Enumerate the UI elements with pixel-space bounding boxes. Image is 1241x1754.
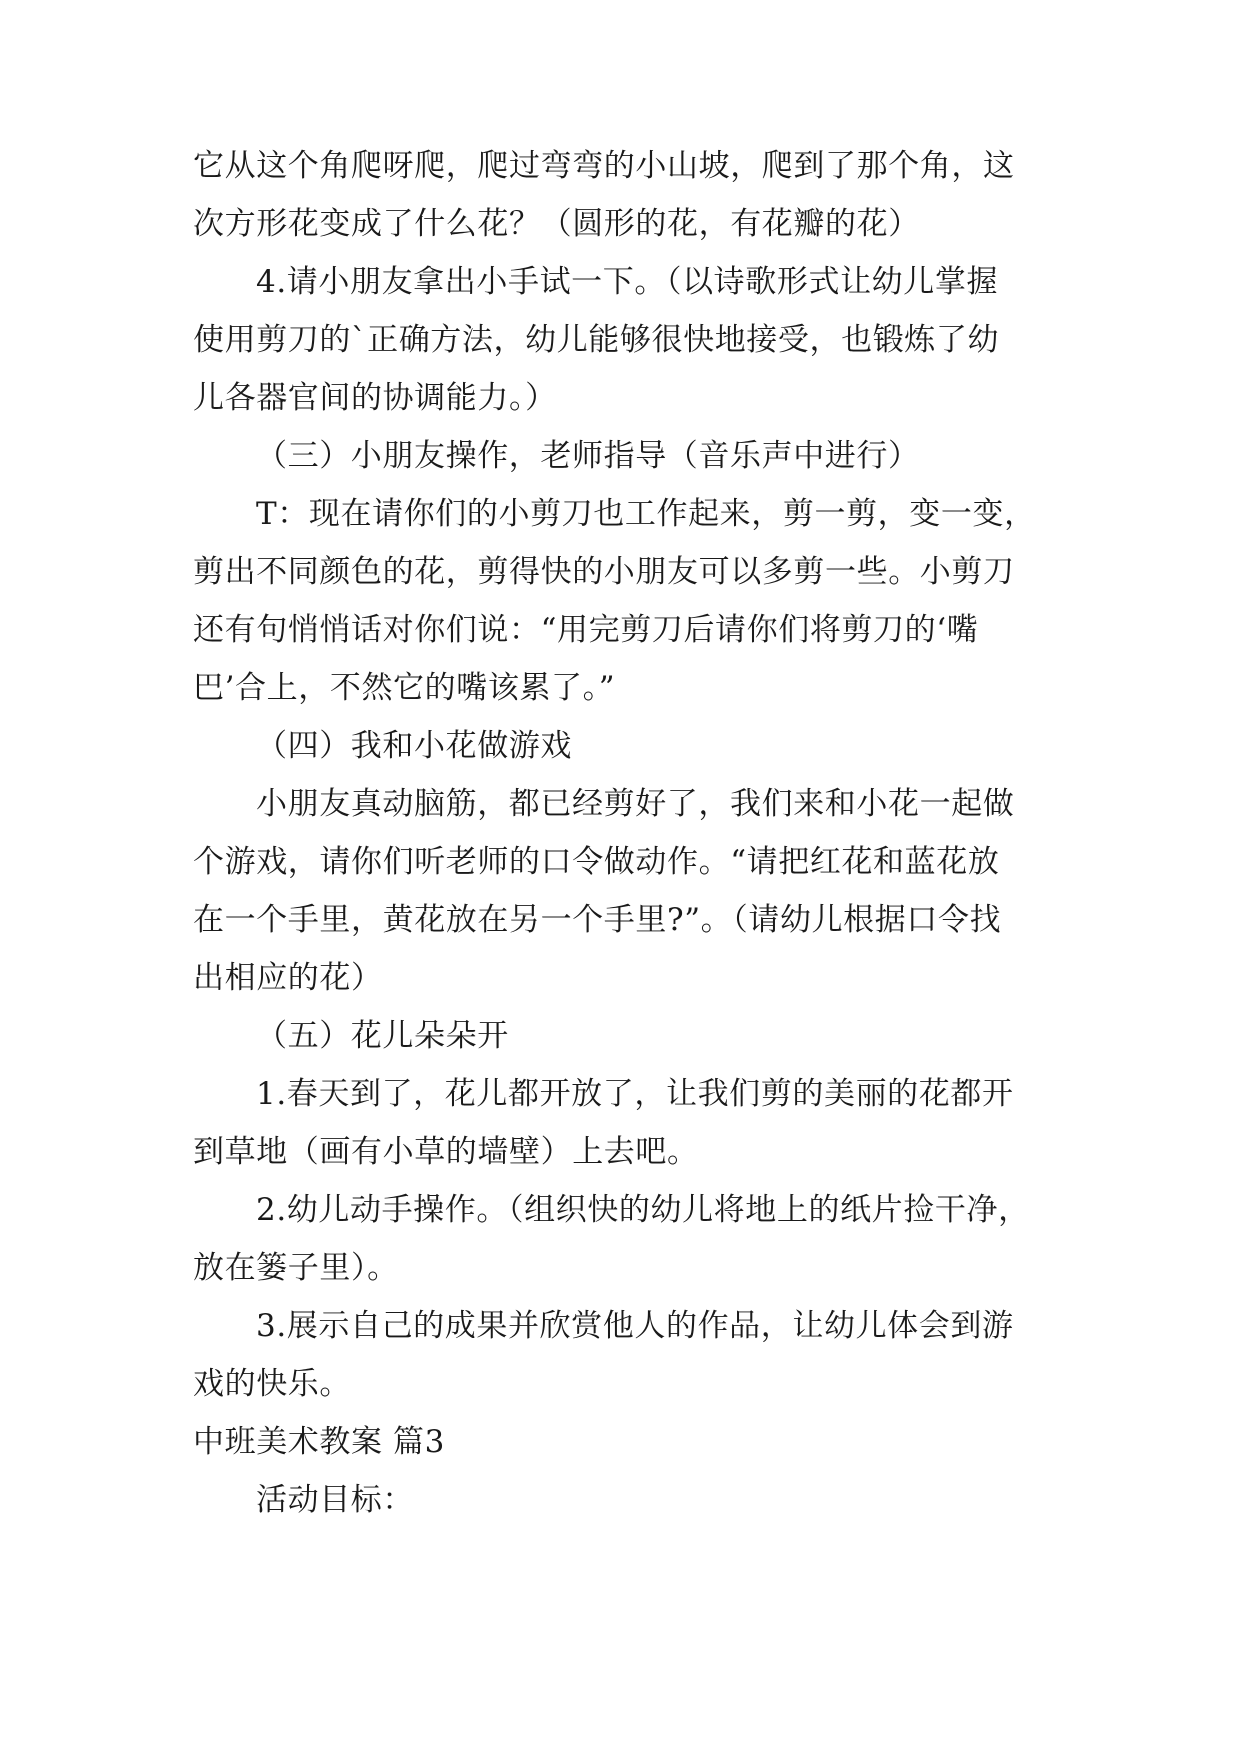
text-line: 巴’合上，不然它的嘴该累了。” [193, 670, 616, 706]
text-line: 3.展示自己的成果并欣赏他人的作品，让幼儿体会到游 [256, 1308, 1014, 1344]
text-line: 它从这个角爬呀爬，爬过弯弯的小山坡，爬到了那个角，这 [193, 148, 1015, 184]
text-line: 小朋友真动脑筋，都已经剪好了，我们来和小花一起做 [256, 786, 1015, 822]
text-line: 放在篓子里）。 [193, 1250, 399, 1286]
text-line: 1.春天到了，花儿都开放了，让我们剪的美丽的花都开 [256, 1076, 1014, 1112]
text-line: 使用剪刀的`正确方法，幼儿能够很快地接受，也锻炼了幼 [193, 322, 1000, 358]
section-heading: （四）我和小花做游戏 [256, 728, 572, 764]
text-line: 还有句悄悄话对你们说：“用完剪刀后请你们将剪刀的‘嘴 [193, 612, 979, 648]
text-line: 个游戏，请你们听老师的口令做动作。“请把红花和蓝花放 [193, 844, 1000, 880]
text-line: 出相应的花） [193, 960, 383, 996]
text-line: 2.幼儿动手操作。（组织快的幼儿将地上的纸片捡干净， [256, 1192, 1030, 1228]
text-line: 4.请小朋友拿出小手试一下。（以诗歌形式让幼儿掌握 [256, 264, 999, 300]
text-line: 儿各器官间的协调能力。） [193, 380, 557, 416]
text-line: 戏的快乐。 [193, 1366, 351, 1402]
text-line: 到草地（画有小草的墙壁）上去吧。 [193, 1134, 699, 1170]
section-heading: （三）小朋友操作，老师指导（音乐声中进行） [256, 438, 920, 474]
text-line: T：现在请你们的小剪刀也工作起来，剪一剪，变一变， [256, 496, 1036, 532]
text-line: 活动目标： [256, 1482, 414, 1518]
text-line: 次方形花变成了什么花？（圆形的花，有花瓣的花） [193, 206, 920, 242]
text-line: 在一个手里，黄花放在另一个手里?”。（请幼儿根据口令找 [193, 902, 1002, 938]
document-section-title: 中班美术教案 篇3 [193, 1424, 445, 1460]
text-line: 剪出不同颜色的花，剪得快的小朋友可以多剪一些。小剪刀 [193, 554, 1015, 590]
section-heading: （五）花儿朵朵开 [256, 1018, 509, 1054]
